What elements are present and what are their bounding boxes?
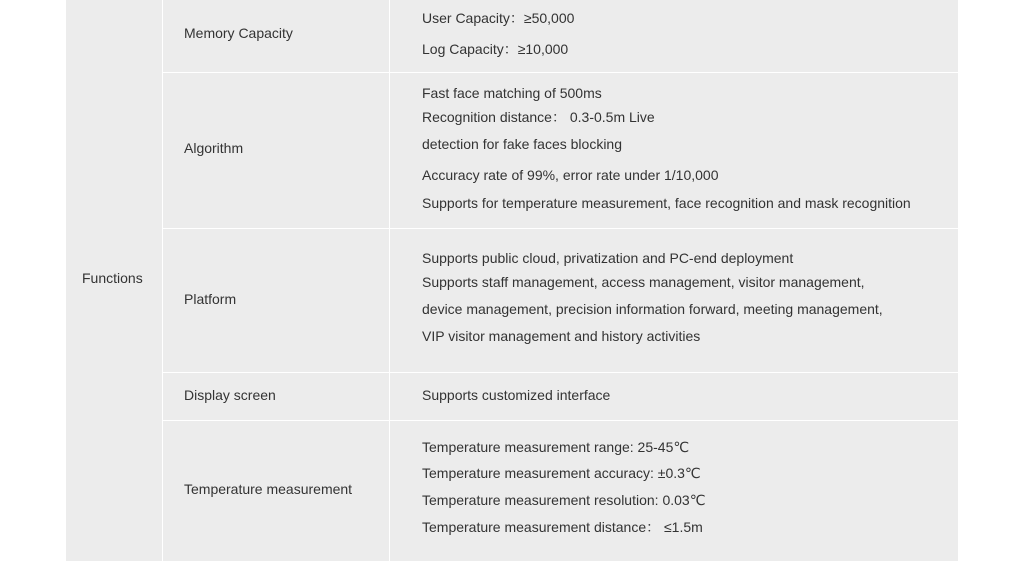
row-value-line: Supports for temperature measurement, face recognition and mask recognition: [422, 195, 911, 211]
row-label-memory-capacity: Memory Capacity: [184, 25, 293, 41]
column-divider: [389, 0, 390, 561]
row-value-line: device management, precision information forward, meeting management,: [422, 301, 883, 317]
row-value-line: Recognition distance： 0.3-0.5m Live: [422, 109, 655, 125]
section-label: Functions: [82, 270, 143, 286]
row-label-algorithm: Algorithm: [184, 140, 244, 156]
row-divider: [163, 72, 958, 73]
row-divider: [163, 372, 958, 373]
row-value-line: Temperature measurement resolution: 0.03℃: [422, 492, 706, 508]
row-value-line: Supports customized interface: [422, 387, 611, 403]
row-divider: [163, 420, 958, 421]
row-value-line: Temperature measurement accuracy: ±0.3℃: [422, 465, 701, 481]
row-value-line: detection for fake faces blocking: [422, 136, 623, 152]
row-value-line: Supports staff management, access management, visitor management,: [422, 274, 865, 290]
column-divider: [162, 0, 163, 561]
row-value-line: Supports public cloud, privatization and PC-end deployment: [422, 250, 794, 266]
row-value-line: Accuracy rate of 99%, error rate under 1/10,000: [422, 167, 719, 183]
row-value-line: User Capacity：≥50,000: [422, 10, 575, 26]
row-value-line: Temperature measurement range: 25-45℃: [422, 439, 690, 455]
row-value-line: VIP visitor management and history activities: [422, 328, 701, 344]
row-value-line: Temperature measurement distance： ≤1.5m: [422, 519, 703, 535]
row-label-temperature-measurement: Temperature measurement: [184, 481, 353, 497]
row-value-line: Log Capacity：≥10,000: [422, 41, 569, 57]
row-divider: [163, 228, 958, 229]
spec-table: [66, 0, 958, 561]
row-label-display-screen: Display screen: [184, 387, 276, 403]
row-value-line: Fast face matching of 500ms: [422, 85, 602, 101]
row-label-platform: Platform: [184, 291, 237, 307]
